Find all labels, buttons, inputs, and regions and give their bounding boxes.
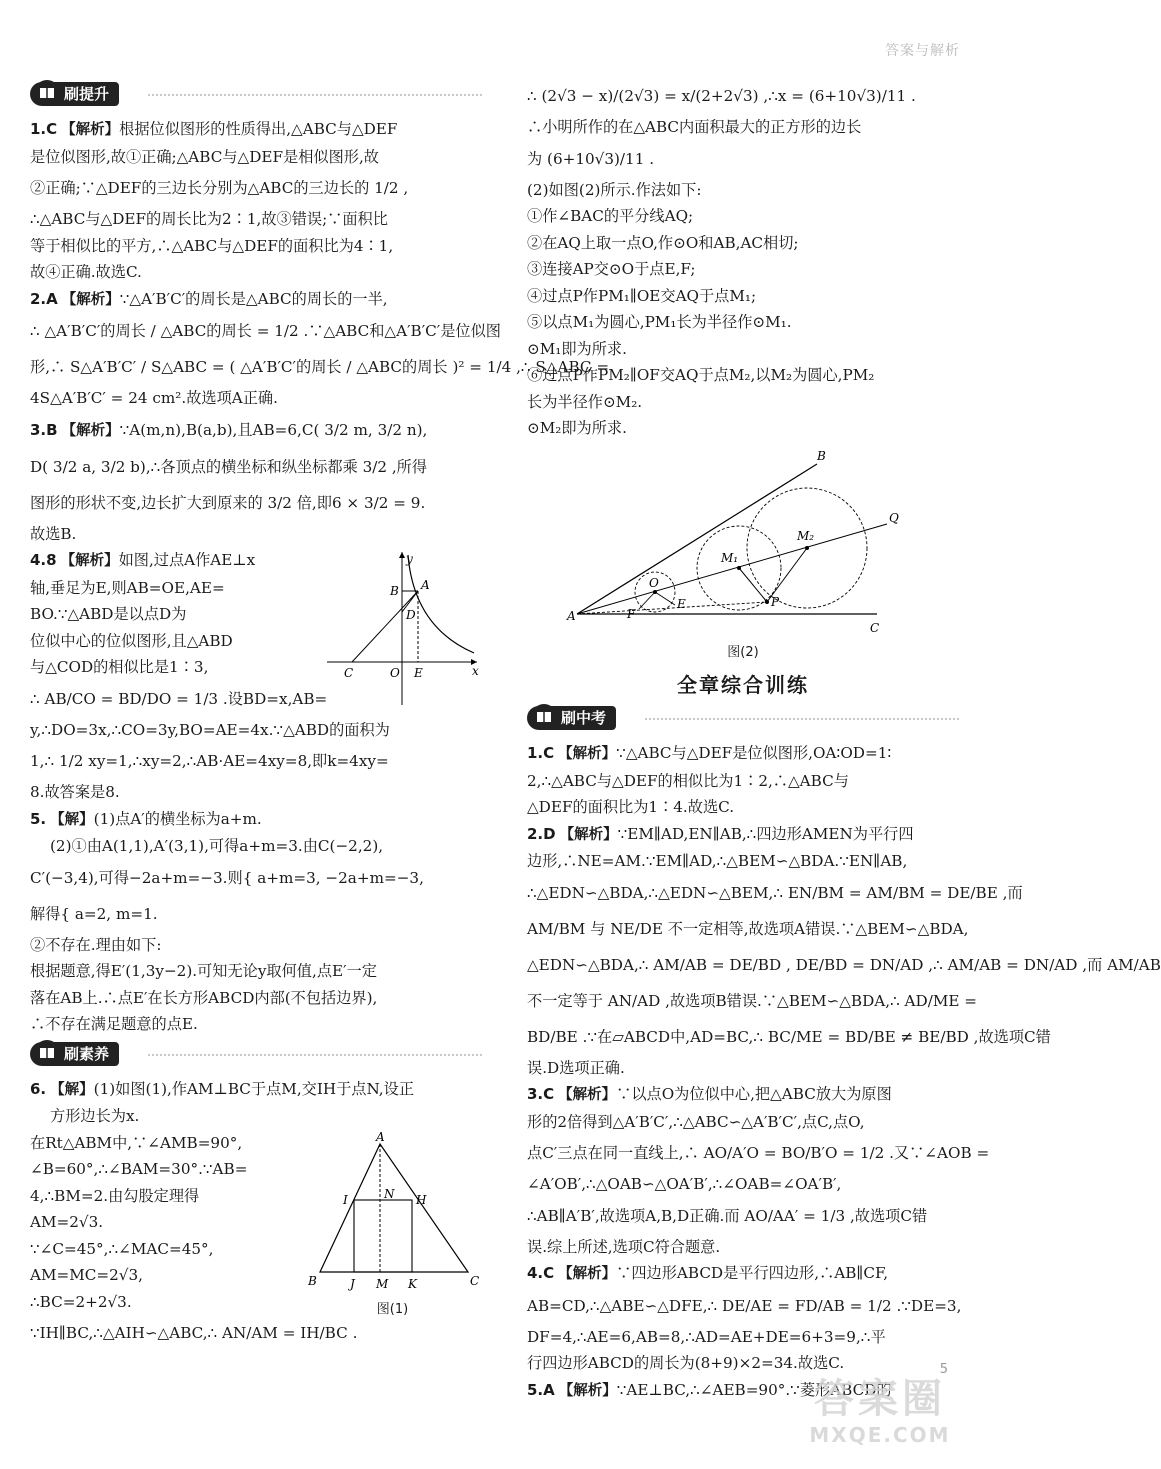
header-tag: 答案与解析 xyxy=(885,43,960,59)
line-text: 形,∴ S△A′B′C′ / S△ABC = ( △A′B′C′的周长 / △ABC的周长 )² = 1/4 ,∴ S△ABC = xyxy=(30,358,610,376)
text-line xyxy=(527,203,959,230)
text-line xyxy=(30,116,482,144)
text-line xyxy=(527,1234,959,1261)
text-line xyxy=(527,875,1023,911)
line-text: ∴小明所作的在△ABC内面积最大的正方形的边长 xyxy=(527,118,862,136)
page-number: 5 xyxy=(939,1362,948,1377)
text-line xyxy=(527,415,959,442)
label-y: y xyxy=(406,552,413,566)
line-text: D( 3/2 a, 3/2 b),∴各顶点的横坐标和纵坐标都乘 3/2 ,所得 xyxy=(30,457,428,476)
line-text: 与△COD的相似比是1∶3, xyxy=(30,658,209,676)
line-text: 误.综上所述,选项C符合题意. xyxy=(527,1237,721,1256)
line-text: ∴BC=2+2√3. xyxy=(30,1292,132,1311)
line-text: ∵∠C=45°,∴∠MAC=45°, xyxy=(30,1239,214,1258)
text-line xyxy=(527,848,959,875)
line-text: 根据题意,得E′(1,3y−2).可知无论y取何值,点E′一定 xyxy=(30,962,377,980)
label-C: C xyxy=(870,620,880,635)
line-text: ②在AQ上取一点O,作⊙O和AB,AC相切; xyxy=(527,233,799,252)
text-line xyxy=(30,412,482,449)
text-line xyxy=(527,768,959,795)
line-text: 长为半径作⊙M₂. xyxy=(527,392,643,411)
section-badge xyxy=(30,82,119,106)
line-text: ③连接AP交⊙O于点E,F; xyxy=(527,260,696,278)
text-line xyxy=(527,1081,959,1109)
label-O: O xyxy=(649,575,659,590)
line-text: 2,∴△ABC与△DEF的相似比为1∶2,∴△ABC与 xyxy=(527,771,849,790)
text-line xyxy=(527,362,959,389)
text-line xyxy=(30,449,482,485)
answer-label: 【解析】 xyxy=(61,422,120,439)
line-text: 4S△A′B′C′ = 24 cm².故选项A正确. xyxy=(30,389,278,407)
line-text: ∵△A′B′C′的周长是△ABC的周长的一半, xyxy=(119,289,388,308)
line-text: DF=4,∴AE=6,AB=8,∴AD=AE+DE=6+3=9,∴平 xyxy=(527,1327,886,1346)
q4-block xyxy=(30,547,482,717)
text-line xyxy=(30,779,482,806)
line-text: 行四边形ABCD的周长为(8+9)×2=34.故选C. xyxy=(527,1354,845,1372)
section-title: 刷提升 xyxy=(64,85,110,103)
text-line xyxy=(30,313,501,349)
line-text: ④过点P作PM₁∥OE交AQ于点M₁; xyxy=(527,286,757,305)
text-line xyxy=(30,259,482,286)
line-text: 图形的形状不变,边长扩大到原来的 3/2 倍,即6 × 3/2 = 9. xyxy=(30,493,426,512)
text-line xyxy=(527,1055,959,1082)
text-line xyxy=(527,389,959,416)
label-B: B xyxy=(817,448,826,463)
answer-label: 【解】 xyxy=(50,811,94,828)
divider xyxy=(148,1054,482,1056)
line-text: AM/BM 与 NE/DE 不一定相等,故选项A错误.∵△BEM∽△BDA, xyxy=(527,919,969,938)
line-text: 1,∴ 1/2 xy=1,∴xy=2,∴AB·AE=4xy=8,即k=4xy= xyxy=(30,752,389,770)
text-line xyxy=(527,794,959,821)
text-line xyxy=(30,170,482,206)
section-header-zhongkao xyxy=(527,704,959,734)
text-line xyxy=(527,177,959,204)
right-column xyxy=(527,78,1161,1404)
text-line xyxy=(527,336,959,363)
text-line xyxy=(30,547,322,575)
answer-label: 【解析】 xyxy=(559,826,618,843)
text-line xyxy=(30,958,482,985)
line-text: (2)如图(2)所示.作法如下: xyxy=(527,180,702,199)
text-line xyxy=(30,860,482,896)
answers-block-2 xyxy=(30,717,482,1038)
text-line xyxy=(527,283,959,310)
divider xyxy=(148,94,482,96)
figure-2 xyxy=(527,444,959,662)
text-line xyxy=(527,256,959,283)
label-F: F xyxy=(627,606,636,621)
divider xyxy=(645,718,959,720)
book-icon xyxy=(34,1039,60,1067)
label-I: I xyxy=(343,1192,348,1207)
label-E: E xyxy=(414,666,423,680)
line-text: ⑥过点P作PM₂∥OF交AQ于点M₂,以M₂为圆心,PM₂ xyxy=(527,366,875,384)
answer-label: 【解】 xyxy=(50,1081,94,1098)
question-number: 2.A xyxy=(30,289,58,308)
label-C: C xyxy=(344,666,354,680)
question-number: 5. xyxy=(30,809,47,828)
line-text: ∴ AB/CO = BD/DO = 1/3 .设BD=x,AB= xyxy=(30,689,328,708)
answer-label: 【解析】 xyxy=(60,553,119,569)
label-E: E xyxy=(677,596,686,611)
figure-1 xyxy=(300,1129,485,1322)
text-line xyxy=(30,575,322,602)
text-line xyxy=(30,985,482,1012)
line-text: 不一定等于 AN/AD ,故选项B错误.∵△BEM∽△BDA,∴ AD/ME = xyxy=(527,991,978,1010)
answer-label: 【解析】 xyxy=(558,746,617,762)
line-text: △EDN∽△BDA,∴ AM/AB = DE/BD , DE/BD = DN/AD ,∴ AM/AB = DN/AD ,而 AM/AB xyxy=(527,955,1161,974)
line-text: △DEF的面积比为1∶4.故选C. xyxy=(527,798,735,816)
line-text: 故④正确.故选C. xyxy=(30,263,142,281)
line-text: ⑤以点M₁为圆心,PM₁长为半径作⊙M₁. xyxy=(527,313,792,331)
line-text: ∵IH∥BC,∴△AIH∽△ABC,∴ AN/AM = IH/BC . xyxy=(30,1324,358,1342)
label-H: H xyxy=(416,1192,427,1207)
section-header-tisheng xyxy=(30,80,482,110)
question-number: 6. xyxy=(30,1079,47,1098)
line-text: 落在AB上.∴点E′在长方形ABCD内部(不包括边界), xyxy=(30,988,378,1007)
line-text: 形的2倍得到△A′B′C′,∴△ABC∽△A′B′C′,点C,点O, xyxy=(527,1112,865,1131)
text-line xyxy=(30,349,610,385)
watermark-logo: 答案圈 MXQE.COM xyxy=(809,1376,951,1447)
text-line xyxy=(30,654,322,681)
label-Q: Q xyxy=(889,510,899,525)
question-number: 4.8 xyxy=(30,551,57,569)
line-text: 为 (6+10√3)/11 . xyxy=(527,149,655,168)
text-line xyxy=(527,1324,959,1351)
line-text: ①作∠BAC的平分线AQ; xyxy=(527,207,694,225)
answer-label: 【解析】 xyxy=(558,1087,617,1103)
text-line xyxy=(527,309,959,336)
line-text: ∵以点O为位似中心,把△ABC放大为原图 xyxy=(616,1085,892,1103)
line-text: 是位似图形,故①正确;△ABC与△DEF是相似图形,故 xyxy=(30,147,379,166)
line-text: ∴AB∥A′B′,故选项A,B,D正确.而 AO/AA′ = 1/3 ,故选项C错 xyxy=(527,1206,928,1225)
text-line xyxy=(30,144,482,171)
line-text: 如图,过点A作AE⊥x xyxy=(118,551,256,569)
answer-label: 【解析】 xyxy=(558,1266,617,1282)
line-text: ∵AE⊥BC,∴∠AEB=90°.∵菱形ABCD的 xyxy=(616,1380,892,1399)
label-M2: M₂ xyxy=(797,528,815,543)
line-text: 误.D选项正确. xyxy=(527,1058,625,1077)
text-line xyxy=(527,230,959,257)
line-text: ②不存在.理由如下: xyxy=(30,935,162,954)
text-line xyxy=(527,78,959,114)
text-line xyxy=(30,1076,482,1104)
chapter-title: 全章综合训练 xyxy=(677,672,809,697)
book-icon xyxy=(34,79,60,107)
angle-circles-figure xyxy=(527,444,959,640)
label-M1: M₁ xyxy=(721,550,739,565)
text-line xyxy=(527,1019,1051,1055)
line-text: ∴△EDN∽△BDA,∴△EDN∽△BEM,∴ EN/BM = AM/BM = DE/BE ,而 xyxy=(527,883,1023,902)
line-text: AM=2√3. xyxy=(30,1213,104,1231)
line-text: ∴ (2√3 − x)/(2√3) = x/(2+2√3) ,∴x = (6+10√3)/11 . xyxy=(527,87,916,105)
line-text: 解得{ a=2, m=1. xyxy=(30,904,158,923)
question-number: 1.C xyxy=(527,744,555,762)
text-line xyxy=(527,911,969,947)
label-A: A xyxy=(567,608,576,623)
line-text: ⊙M₂即为所求. xyxy=(527,419,627,437)
line-text: C′(−3,4),可得−2a+m=−3.则{ a+m=3, −2a+m=−3, xyxy=(30,868,424,887)
label-A: A xyxy=(421,578,430,592)
line-text: 4,∴BM=2.由勾股定理得 xyxy=(30,1186,200,1205)
coordinate-figure xyxy=(322,547,482,707)
line-text: 8.故答案是8. xyxy=(30,783,120,801)
figure-q4 xyxy=(322,547,482,717)
text-line xyxy=(527,1350,959,1377)
book-icon xyxy=(531,703,557,731)
answers-block-3 xyxy=(527,78,959,442)
text-line xyxy=(30,385,482,412)
text-line xyxy=(30,806,482,834)
line-text: (1)点A′的横坐标为a+m. xyxy=(93,809,262,828)
label-D: D xyxy=(406,608,416,622)
line-text: (1)如图(1),作AM⊥BC于点M,交IH于点N,设正 xyxy=(93,1079,415,1098)
line-text: 等于相似比的平方,∴△ABC与△DEF的面积比为4∶1, xyxy=(30,236,394,255)
line-text: ∠B=60°,∴∠BAM=30°.∵AB= xyxy=(30,1160,248,1178)
question-number: 3.C xyxy=(527,1085,555,1103)
line-text: (2)①由A(1,1),A′(3,1),可得a+m=3.由C(−2,2), xyxy=(50,837,384,855)
line-text: AB=CD,∴△ABE∽△DFE,∴ DE/AE = FD/AB = 1/2 .∵DE=3, xyxy=(527,1296,962,1315)
text-line xyxy=(527,1109,959,1136)
section-title: 刷中考 xyxy=(561,709,607,727)
line-text: 方形边长为x. xyxy=(50,1107,140,1125)
label-N: N xyxy=(384,1186,395,1201)
section-header-suyang xyxy=(30,1040,482,1070)
answer-label: 【解析】 xyxy=(61,122,120,138)
text-line xyxy=(30,601,322,628)
answer-label: 【解析】 xyxy=(61,291,120,308)
answers-block-4 xyxy=(527,740,1161,1404)
text-line xyxy=(30,1103,482,1130)
text-line xyxy=(30,286,482,314)
label-B: B xyxy=(390,584,399,598)
label-C: C xyxy=(470,1273,480,1288)
text-line xyxy=(527,821,959,849)
line-text: 边形,∴NE=AM.∵EM∥AD,∴△BEM∽△BDA.∵EN∥AB, xyxy=(527,852,908,870)
text-line xyxy=(527,1135,990,1171)
label-K: K xyxy=(408,1276,417,1291)
label-P: P xyxy=(771,594,780,609)
triangle-square-figure xyxy=(300,1129,485,1297)
label-J: J xyxy=(350,1276,355,1291)
line-text: ②正确;∵△DEF的三边长分别为△ABC的三边长的 1/2 , xyxy=(30,179,409,197)
text-line xyxy=(527,947,1161,983)
line-text: ∠A′OB′,∴△OAB∽△OA′B′,∴∠OAB=∠OA′B′, xyxy=(527,1175,842,1193)
text-line xyxy=(527,114,959,141)
text-line xyxy=(30,206,482,233)
question-number: 5.A xyxy=(527,1380,555,1399)
text-line xyxy=(527,983,978,1019)
line-text: 位似中心的位似图形,且△ABD xyxy=(30,631,233,650)
question-number: 4.C xyxy=(527,1264,555,1282)
section-badge xyxy=(527,706,616,730)
line-text: ∵A(m,n),B(a,b),且AB=6,C( 3/2 m, 3/2 n), xyxy=(119,420,428,439)
line-text: ∵四边形ABCD是平行四边形,∴AB∥CF, xyxy=(616,1264,889,1282)
text-line xyxy=(30,681,328,717)
question-number: 2.D xyxy=(527,824,556,843)
text-line xyxy=(527,1198,959,1234)
line-text: ∵△ABC与△DEF是位似图形,OA∶OD=1∶ xyxy=(616,744,892,762)
text-line xyxy=(30,628,322,655)
text-line xyxy=(30,896,482,932)
text-line xyxy=(527,1288,962,1324)
question-number: 1.C xyxy=(30,120,58,138)
line-text: ∴ △A′B′C′的周长 / △ABC的周长 = 1/2 .∵△ABC和△A′B′C′是位似图 xyxy=(30,322,501,340)
text-line xyxy=(30,743,482,779)
label-x: x xyxy=(472,664,479,678)
text-line xyxy=(30,521,482,548)
text-line xyxy=(30,932,482,959)
section-title: 刷素养 xyxy=(64,1044,110,1063)
line-text: 故选B. xyxy=(30,524,77,543)
text-line xyxy=(30,1011,482,1038)
line-text: BD/BE .∵在▱ABCD中,AD=BC,∴ BC/ME = BD/BE ≠ BE/BD ,故选项C错 xyxy=(527,1027,1051,1046)
text-line xyxy=(527,740,959,768)
label-M: M xyxy=(376,1276,389,1291)
line-text: 根据位似图形的性质得出,△ABC与△DEF xyxy=(119,120,398,138)
text-line xyxy=(527,1260,959,1288)
text-line xyxy=(30,717,482,744)
line-text: BO.∵△ABD是以点D为 xyxy=(30,605,187,623)
line-text: AM=MC=2√3, xyxy=(30,1266,143,1284)
q4-text xyxy=(30,547,328,717)
line-text: 在Rt△ABM中,∵∠AMB=90°, xyxy=(30,1133,243,1152)
answer-label: 【解析】 xyxy=(558,1382,617,1399)
text-line xyxy=(30,833,482,860)
q6-block xyxy=(30,1076,482,1352)
line-text: 点C′三点在同一直线上,∴ AO/A′O = BO/B′O = 1/2 .又∵∠AOB = xyxy=(527,1144,990,1162)
label-B: B xyxy=(308,1273,317,1288)
line-text: 轴,垂足为E,则AB=OE,AE= xyxy=(30,578,225,597)
text-line xyxy=(30,485,482,521)
label-O: O xyxy=(390,666,400,680)
figure-caption: 图(1) xyxy=(376,1301,409,1317)
text-line xyxy=(527,1171,959,1198)
question-number: 3.B xyxy=(30,420,58,439)
text-line xyxy=(527,141,959,177)
line-text: ⊙M₁即为所求. xyxy=(527,339,627,358)
line-text: ∴△ABC与△DEF的周长比为2∶1,故③错误;∵面积比 xyxy=(30,210,388,228)
line-text: ∴不存在满足题意的点E. xyxy=(30,1015,198,1033)
text-line xyxy=(30,233,482,260)
line-text: ∵EM∥AD,EN∥AB,∴四边形AMEN为平行四 xyxy=(617,824,914,843)
line-text: y,∴DO=3x,∴CO=3y,BO=AE=4x.∵△ABD的面积为 xyxy=(30,720,390,739)
label-A: A xyxy=(376,1129,385,1144)
figure-caption: 图(2) xyxy=(727,644,759,660)
section-badge xyxy=(30,1042,119,1066)
